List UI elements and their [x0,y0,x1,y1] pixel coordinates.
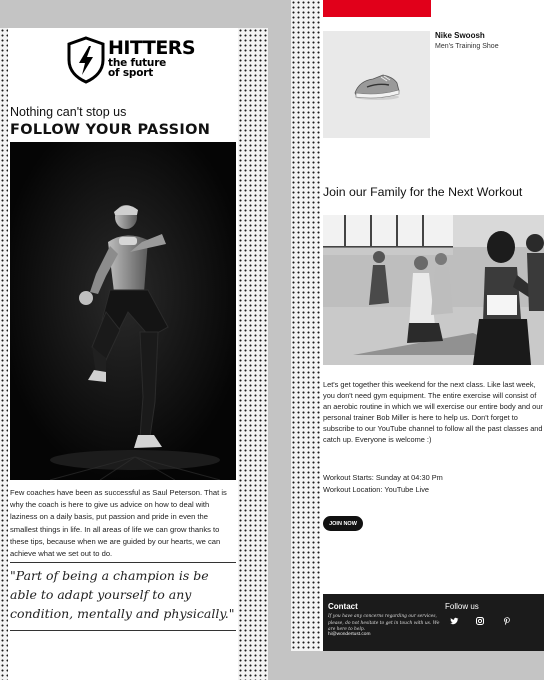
brand-tagline-1: the future [108,57,167,69]
pull-quote: "Part of being a champion is be able to adapt yourself to any condition, mentally and physically." [10,568,235,621]
article-body: Few coaches have been as successful as Saul Peterson. That is why the coach is here to give us advice on how to deal with laziness on a daily basis, put passion and pride in even the smallest things in life. In all areas of life we can grow thanks to these tips, because when we are guided by our hearts, we can achieve what we set out to do. [10,488,227,559]
brand-tagline-2: of sport [108,67,154,79]
section-heading: Join our Family for the Next Workout [323,185,523,199]
right-email-preview [320,0,544,651]
red-accent-bar [323,0,431,17]
product-name[interactable]: Nike Swoosh [435,31,485,40]
product-shoe-image[interactable] [323,31,430,138]
footer-email-link[interactable]: hi@wondertust.com [328,632,371,637]
brand-name: HITTERS [108,37,196,59]
email-footer [323,594,544,651]
quote-top-rule [10,562,236,563]
workout-location: Workout Location: YouTube Live [323,485,430,494]
footer-contact-text: If you have any concerns regarding our services, please, do not hesitate to get in touch with us. We are here to help. [328,614,440,632]
product-subtitle: Men's Training Shoe [435,43,499,50]
instagram-icon[interactable] [475,616,485,626]
right-dotted-strip [291,0,320,651]
shield-lightning-logo-icon [66,36,106,84]
footer-contact-title: Contact [328,602,358,611]
left-email-preview [8,28,238,680]
footer-follow-title: Follow us [445,602,479,611]
workout-description: Let's get together this weekend for the next class. Like last week, you don't need gym equipment. The entire exercise will consist of an aerobic routine in which we will exercise our entire body and our personal trainer Bob Miller is here to help us. Don't forget to subscribe to our YouTube channel to follow all the past classes and catch up. Everyone is welcome :) [323,380,543,444]
middle-dotted-strip [238,28,268,680]
page-heading: FOLLOW YOUR PASSION [10,122,211,138]
brand-logo [108,39,195,78]
athlete-hero-image [10,142,236,480]
left-dotted-strip [0,28,8,680]
workout-class-image [323,215,544,365]
workout-start-time: Workout Starts: Sunday at 04:30 Pm [323,473,443,482]
twitter-icon[interactable] [449,616,459,626]
kicker-text: Nothing can't stop us [10,105,127,119]
quote-bottom-rule [10,630,236,631]
pinterest-icon[interactable] [502,616,512,626]
join-now-button[interactable]: JOIN NOW [323,516,363,531]
